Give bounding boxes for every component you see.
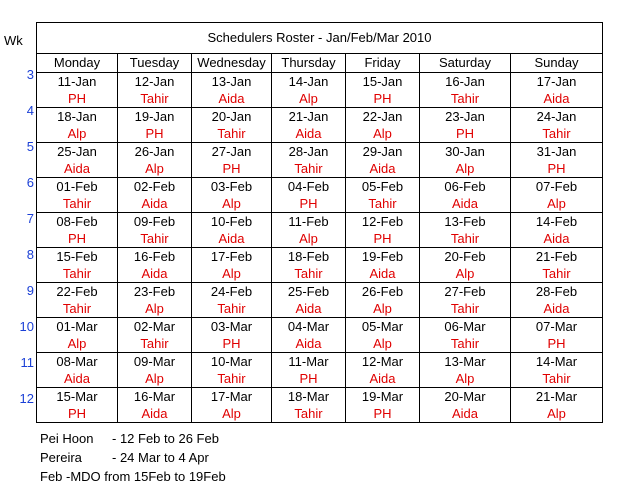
date-cell: 20-Jan bbox=[192, 108, 272, 126]
date-cell: 11-Jan bbox=[37, 73, 118, 91]
assignee-cell: PH bbox=[192, 335, 272, 353]
assignee-cell: PH bbox=[37, 230, 118, 248]
note-row bbox=[40, 429, 226, 448]
week-column-header: Wk bbox=[4, 33, 23, 48]
day-header: Thursday bbox=[272, 54, 346, 73]
date-row bbox=[37, 143, 603, 161]
date-cell: 05-Mar bbox=[346, 318, 420, 336]
day-header: Sunday bbox=[511, 54, 603, 73]
assignee-cell: Alp bbox=[511, 195, 603, 213]
date-cell: 12-Jan bbox=[118, 73, 192, 91]
assignee-cell: Tahir bbox=[37, 265, 118, 283]
date-cell: 26-Jan bbox=[118, 143, 192, 161]
assignee-cell: Tahir bbox=[420, 335, 511, 353]
date-cell: 03-Feb bbox=[192, 178, 272, 196]
assignee-cell: Tahir bbox=[420, 230, 511, 248]
date-cell: 16-Feb bbox=[118, 248, 192, 266]
date-cell: 15-Mar bbox=[37, 388, 118, 406]
day-header: Wednesday bbox=[192, 54, 272, 73]
assignee-cell: Alp bbox=[420, 370, 511, 388]
date-cell: 10-Feb bbox=[192, 213, 272, 231]
date-cell: 27-Feb bbox=[420, 283, 511, 301]
date-cell: 07-Mar bbox=[511, 318, 603, 336]
assignee-cell: PH bbox=[511, 335, 603, 353]
assignee-row bbox=[37, 125, 603, 143]
assignee-cell: Aida bbox=[420, 405, 511, 423]
assignee-cell: Tahir bbox=[272, 265, 346, 283]
assignee-cell: Alp bbox=[118, 370, 192, 388]
date-cell: 16-Mar bbox=[118, 388, 192, 406]
assignee-cell: Aida bbox=[346, 265, 420, 283]
assignee-row bbox=[37, 370, 603, 388]
date-cell: 18-Mar bbox=[272, 388, 346, 406]
date-cell: 28-Jan bbox=[272, 143, 346, 161]
date-cell: 09-Feb bbox=[118, 213, 192, 231]
assignee-cell: Alp bbox=[346, 335, 420, 353]
week-number: 5 bbox=[26, 139, 34, 154]
note-row bbox=[40, 448, 226, 467]
date-cell: 24-Jan bbox=[511, 108, 603, 126]
assignee-cell: PH bbox=[346, 90, 420, 108]
roster-body bbox=[37, 73, 603, 423]
date-cell: 18-Jan bbox=[37, 108, 118, 126]
assignee-row bbox=[37, 90, 603, 108]
date-cell: 25-Feb bbox=[272, 283, 346, 301]
date-cell: 25-Jan bbox=[37, 143, 118, 161]
date-cell: 20-Feb bbox=[420, 248, 511, 266]
assignee-cell: Alp bbox=[346, 125, 420, 143]
assignee-cell: Tahir bbox=[420, 300, 511, 318]
date-cell: 27-Jan bbox=[192, 143, 272, 161]
date-cell: 06-Mar bbox=[420, 318, 511, 336]
assignee-cell: Aida bbox=[511, 300, 603, 318]
assignee-cell: PH bbox=[37, 405, 118, 423]
date-cell: 06-Feb bbox=[420, 178, 511, 196]
date-cell: 11-Feb bbox=[272, 213, 346, 231]
assignee-cell: Tahir bbox=[511, 125, 603, 143]
roster-title: Schedulers Roster - Jan/Feb/Mar 2010 bbox=[37, 23, 603, 54]
assignee-row bbox=[37, 335, 603, 353]
date-cell: 14-Mar bbox=[511, 353, 603, 371]
assignee-cell: Tahir bbox=[192, 125, 272, 143]
date-cell: 21-Feb bbox=[511, 248, 603, 266]
assignee-cell: Alp bbox=[37, 125, 118, 143]
assignee-cell: Tahir bbox=[37, 300, 118, 318]
assignee-cell: Tahir bbox=[192, 370, 272, 388]
assignee-cell: Tahir bbox=[272, 160, 346, 178]
assignee-cell: Alp bbox=[272, 90, 346, 108]
assignee-cell: Alp bbox=[118, 160, 192, 178]
date-row bbox=[37, 73, 603, 91]
assignee-cell: Tahir bbox=[118, 230, 192, 248]
date-row bbox=[37, 353, 603, 371]
assignee-cell: Alp bbox=[192, 195, 272, 213]
assignee-cell: Aida bbox=[192, 90, 272, 108]
assignee-cell: Tahir bbox=[511, 265, 603, 283]
week-number: 6 bbox=[26, 175, 34, 190]
week-number: 10 bbox=[19, 319, 34, 334]
week-number: 8 bbox=[26, 247, 34, 262]
note-person: Pei Hoon bbox=[40, 431, 94, 446]
assignee-cell: Alp bbox=[420, 265, 511, 283]
assignee-cell: Alp bbox=[511, 405, 603, 423]
date-cell: 13-Feb bbox=[420, 213, 511, 231]
date-cell: 28-Feb bbox=[511, 283, 603, 301]
date-cell: 08-Mar bbox=[37, 353, 118, 371]
assignee-cell: Aida bbox=[272, 335, 346, 353]
assignee-row bbox=[37, 300, 603, 318]
date-cell: 17-Mar bbox=[192, 388, 272, 406]
assignee-cell: Aida bbox=[118, 265, 192, 283]
week-number: 12 bbox=[19, 391, 34, 406]
assignee-row bbox=[37, 230, 603, 248]
date-row bbox=[37, 388, 603, 406]
date-cell: 04-Mar bbox=[272, 318, 346, 336]
day-header: Monday bbox=[37, 54, 118, 73]
assignee-cell: Tahir bbox=[118, 335, 192, 353]
assignee-cell: PH bbox=[192, 160, 272, 178]
week-number: 9 bbox=[26, 283, 34, 298]
date-cell: 13-Mar bbox=[420, 353, 511, 371]
day-header-row bbox=[37, 54, 603, 73]
date-cell: 11-Mar bbox=[272, 353, 346, 371]
date-cell: 19-Mar bbox=[346, 388, 420, 406]
assignee-row bbox=[37, 195, 603, 213]
date-cell: 02-Mar bbox=[118, 318, 192, 336]
date-cell: 17-Feb bbox=[192, 248, 272, 266]
date-cell: 08-Feb bbox=[37, 213, 118, 231]
date-cell: 12-Mar bbox=[346, 353, 420, 371]
assignee-cell: Tahir bbox=[346, 195, 420, 213]
assignee-cell: PH bbox=[420, 125, 511, 143]
assignee-cell: Tahir bbox=[118, 90, 192, 108]
date-cell: 15-Feb bbox=[37, 248, 118, 266]
assignee-cell: Alp bbox=[420, 160, 511, 178]
assignee-cell: Tahir bbox=[37, 195, 118, 213]
date-cell: 20-Mar bbox=[420, 388, 511, 406]
date-cell: 14-Feb bbox=[511, 213, 603, 231]
assignee-cell: Aida bbox=[420, 195, 511, 213]
date-cell: 29-Jan bbox=[346, 143, 420, 161]
date-row bbox=[37, 213, 603, 231]
assignee-cell: Aida bbox=[118, 405, 192, 423]
assignee-cell: Aida bbox=[118, 195, 192, 213]
note-period: - 24 Mar to 4 Apr bbox=[112, 450, 209, 465]
date-cell: 22-Feb bbox=[37, 283, 118, 301]
date-cell: 01-Feb bbox=[37, 178, 118, 196]
assignee-row bbox=[37, 405, 603, 423]
assignee-row bbox=[37, 160, 603, 178]
day-header: Friday bbox=[346, 54, 420, 73]
date-cell: 17-Jan bbox=[511, 73, 603, 91]
date-cell: 15-Jan bbox=[346, 73, 420, 91]
assignee-cell: Aida bbox=[272, 125, 346, 143]
assignee-cell: PH bbox=[272, 195, 346, 213]
note-person: Pereira bbox=[40, 450, 82, 465]
date-cell: 23-Jan bbox=[420, 108, 511, 126]
week-number: 11 bbox=[20, 355, 34, 370]
date-cell: 30-Jan bbox=[420, 143, 511, 161]
date-cell: 31-Jan bbox=[511, 143, 603, 161]
assignee-cell: Aida bbox=[346, 160, 420, 178]
date-cell: 12-Feb bbox=[346, 213, 420, 231]
assignee-cell: Tahir bbox=[192, 300, 272, 318]
date-cell: 18-Feb bbox=[272, 248, 346, 266]
assignee-cell: Aida bbox=[511, 90, 603, 108]
date-cell: 04-Feb bbox=[272, 178, 346, 196]
assignee-cell: PH bbox=[118, 125, 192, 143]
assignee-cell: Alp bbox=[346, 300, 420, 318]
assignee-cell: PH bbox=[511, 160, 603, 178]
note-period: - 12 Feb to 26 Feb bbox=[112, 431, 219, 446]
date-cell: 21-Jan bbox=[272, 108, 346, 126]
date-cell: 19-Feb bbox=[346, 248, 420, 266]
date-row bbox=[37, 108, 603, 126]
date-cell: 05-Feb bbox=[346, 178, 420, 196]
date-cell: 07-Feb bbox=[511, 178, 603, 196]
date-row bbox=[37, 283, 603, 301]
assignee-cell: Alp bbox=[192, 405, 272, 423]
date-cell: 02-Feb bbox=[118, 178, 192, 196]
week-number: 7 bbox=[26, 211, 34, 226]
assignee-cell: Alp bbox=[37, 335, 118, 353]
notes-block bbox=[40, 429, 226, 486]
date-cell: 19-Jan bbox=[118, 108, 192, 126]
date-row bbox=[37, 178, 603, 196]
date-cell: 01-Mar bbox=[37, 318, 118, 336]
date-cell: 13-Jan bbox=[192, 73, 272, 91]
date-cell: 10-Mar bbox=[192, 353, 272, 371]
date-row bbox=[37, 248, 603, 266]
assignee-cell: Aida bbox=[37, 160, 118, 178]
day-header: Saturday bbox=[420, 54, 511, 73]
assignee-cell: Aida bbox=[37, 370, 118, 388]
assignee-cell: Tahir bbox=[272, 405, 346, 423]
week-number: 4 bbox=[26, 103, 34, 118]
assignee-cell: PH bbox=[37, 90, 118, 108]
assignee-cell: Tahir bbox=[420, 90, 511, 108]
assignee-cell: Aida bbox=[272, 300, 346, 318]
note-row bbox=[40, 467, 226, 486]
assignee-cell: PH bbox=[346, 230, 420, 248]
day-header: Tuesday bbox=[118, 54, 192, 73]
assignee-cell: Aida bbox=[511, 230, 603, 248]
assignee-cell: PH bbox=[272, 370, 346, 388]
date-cell: 22-Jan bbox=[346, 108, 420, 126]
date-cell: 23-Feb bbox=[118, 283, 192, 301]
roster-table bbox=[36, 22, 603, 423]
assignee-cell: Tahir bbox=[511, 370, 603, 388]
date-cell: 24-Feb bbox=[192, 283, 272, 301]
date-cell: 16-Jan bbox=[420, 73, 511, 91]
assignee-cell: Aida bbox=[192, 230, 272, 248]
date-cell: 09-Mar bbox=[118, 353, 192, 371]
assignee-cell: PH bbox=[346, 405, 420, 423]
date-cell: 03-Mar bbox=[192, 318, 272, 336]
assignee-row bbox=[37, 265, 603, 283]
date-row bbox=[37, 318, 603, 336]
date-cell: 26-Feb bbox=[346, 283, 420, 301]
assignee-cell: Alp bbox=[192, 265, 272, 283]
assignee-cell: Aida bbox=[346, 370, 420, 388]
note-mdo: Feb -MDO from 15Feb to 19Feb bbox=[40, 469, 226, 484]
date-cell: 14-Jan bbox=[272, 73, 346, 91]
assignee-cell: Alp bbox=[272, 230, 346, 248]
week-number: 3 bbox=[26, 67, 34, 82]
assignee-cell: Alp bbox=[118, 300, 192, 318]
date-cell: 21-Mar bbox=[511, 388, 603, 406]
